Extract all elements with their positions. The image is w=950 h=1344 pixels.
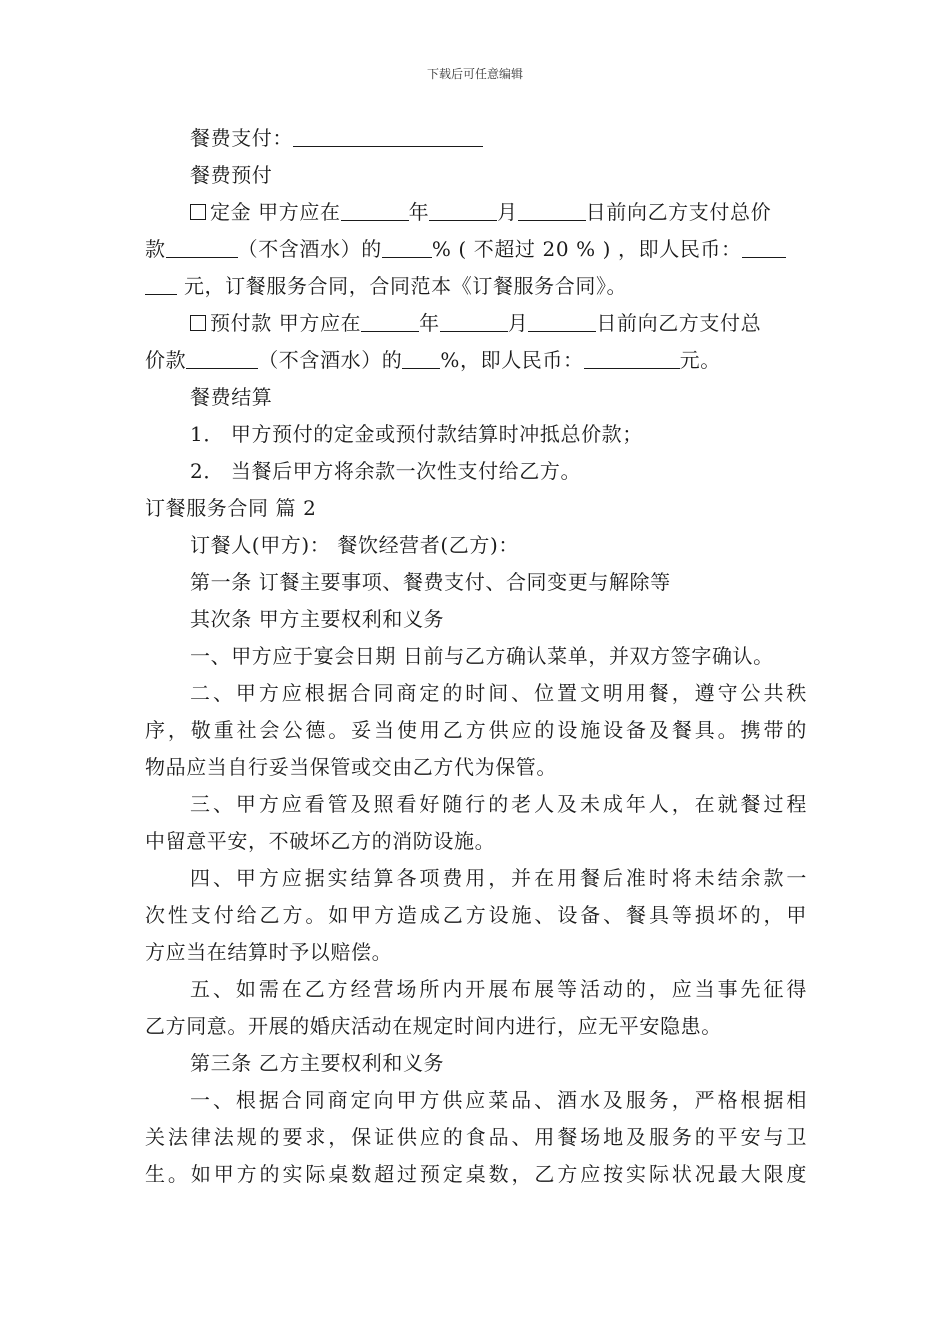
paragraph-line: 生。如甲方的实际桌数超过预定桌数，乙方应按实际状况最大限度 <box>145 1162 807 1186</box>
party-a-duty-2: 二、甲方应根据合同商定的时间、位置文明用餐，遵守公共秩 <box>190 681 807 705</box>
price-label: 款 <box>145 237 166 261</box>
paragraph-line: 物品应当自行妥当保管或交由乙方代为保管。 <box>145 755 557 779</box>
blank-rmb <box>742 237 786 258</box>
article-1: 第一条 订餐主要事项、餐费支付、合同变更与解除等 <box>190 570 671 594</box>
payment-line <box>145 120 807 157</box>
party-a-duty-5: 五、如需在乙方经营场所内开展布展等活动的，应当事先征得 <box>190 977 807 1001</box>
blank-day-2 <box>528 311 596 332</box>
no-drinks-text-2: （不含酒水）的 <box>258 348 403 372</box>
article-3: 第三条 乙方主要权利和义务 <box>190 1051 445 1075</box>
paragraph-line: 方应当在结算时予以赔偿。 <box>145 940 393 964</box>
blank-percent-2 <box>402 348 440 369</box>
blank-price <box>166 237 238 258</box>
document-body <box>145 120 807 1193</box>
percent-text-2: %，即人民币： <box>440 348 584 372</box>
paragraph-line: 次性支付给乙方。如甲方造成乙方设施、设备、餐具等损坏的，甲 <box>145 903 807 927</box>
blank-month <box>429 200 497 221</box>
deposit-line <box>145 194 807 231</box>
prepay-heading: 餐费预付 <box>190 163 273 187</box>
deposit-line-3 <box>145 268 807 305</box>
deposit-text: 定金 甲方应在 <box>210 200 341 224</box>
party-a-duty-4: 四、甲方应据实结算各项费用，并在用餐后准时将未结余款一 <box>190 866 807 890</box>
month-label: 月 <box>497 200 518 224</box>
blank-month-2 <box>440 311 508 332</box>
party-a-duty-1: 一、甲方应于宴会日期 日前与乙方确认菜单，并双方签字确认。 <box>190 644 774 668</box>
advance-line-2 <box>145 342 807 379</box>
month-label-2: 月 <box>507 311 529 335</box>
blank-rmb-2 <box>584 348 680 369</box>
blank-year <box>341 200 409 221</box>
article-2: 其次条 甲方主要权利和义务 <box>190 607 445 631</box>
blank-percent <box>382 237 432 258</box>
contract-ref-text: 元，订餐服务合同，合同范本《订餐服务合同》。 <box>177 274 628 298</box>
deposit-checkbox[interactable] <box>190 204 206 220</box>
page-header: 下载后可任意编辑 <box>426 67 523 81</box>
blank-year-2 <box>361 311 419 332</box>
deposit-text-end: 日前向乙方支付总价 <box>585 200 772 224</box>
yuan-label: 元。 <box>679 348 721 372</box>
paragraph-line: 序，敬重社会公德。妥当使用乙方供应的设施设备及餐具。携带的 <box>145 718 807 742</box>
payment-label: 餐费支付： <box>190 126 293 150</box>
year-label-2: 年 <box>419 311 440 335</box>
settlement-item-1: 1． 甲方预付的定金或预付款结算时冲抵总价款； <box>190 422 643 446</box>
advance-checkbox[interactable] <box>190 315 206 331</box>
settlement-heading: 餐费结算 <box>190 385 273 409</box>
year-label: 年 <box>408 200 430 224</box>
blank-price-2 <box>186 348 258 369</box>
parties-line: 订餐人(甲方)： 餐饮经营者(乙方)： <box>190 533 519 557</box>
paragraph-line: 关法律法规的要求，保证供应的食品、用餐场地及服务的平安与卫 <box>145 1125 807 1149</box>
percent-text: % ( 不超过 20 % ) ，即人民币： <box>431 237 742 261</box>
section-title: 订餐服务合同 篇 2 <box>145 496 317 520</box>
party-b-duty-1: 一、根据合同商定向甲方供应菜品、酒水及服务，严格根据相 <box>190 1088 807 1112</box>
paragraph-line: 乙方同意。开展的婚庆活动在规定时间内进行，应无平安隐患。 <box>145 1014 722 1038</box>
no-drinks-text: （不含酒水）的 <box>237 237 382 261</box>
advance-text: 预付款 甲方应在 <box>210 311 362 335</box>
payment-blank <box>293 126 483 147</box>
advance-line <box>145 305 807 342</box>
party-a-duty-3: 三、甲方应看管及照看好随行的老人及未成年人，在就餐过程 <box>190 792 807 816</box>
deposit-line-2 <box>145 231 807 268</box>
price-label-2: 价款 <box>145 348 187 372</box>
blank-rmb-cont <box>145 274 177 295</box>
blank-day <box>518 200 586 221</box>
paragraph-line: 中留意平安，不破坏乙方的消防设施。 <box>145 829 496 853</box>
settlement-item-2: 2． 当餐后甲方将余款一次性支付给乙方。 <box>190 459 582 483</box>
advance-text-end: 日前向乙方支付总 <box>596 311 762 335</box>
